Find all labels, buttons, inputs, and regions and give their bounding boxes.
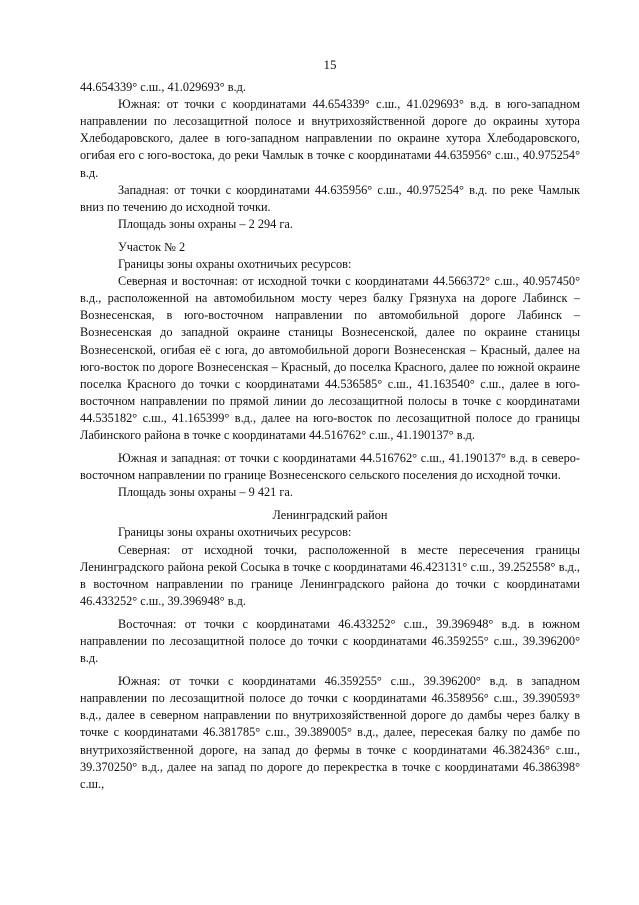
paragraph: Северная: от исходной точки, расположенной в месте пересечения границы Ленинградского района рекой Сосыка в точке с координатами 46.423131° с.ш., 39.252558° в.д., в восточном направлении по границе Ленинградского района до точки с координатами 46.433252° с.ш., 39.396948° в.д. [80,542,580,608]
page-number: 15 [323,57,337,72]
paragraph: Южная и западная: от точки с координатами 44.516762° с.ш., 41.190137° в.д. в северо-восточном направлении по границе Вознесенского сельского поселения до исходной точки. [80,451,580,483]
paragraph: 44.654339° с.ш., 41.029693° в.д. [80,80,246,95]
document-page [80,56,580,793]
paragraph: Южная: от точки с координатами 44.654339° с.ш., 41.029693° в.д. в юго-западном направлении по лесозащитной полосе и внутрихозяйственной дороге до окраины хутора Хлебодаровского, далее в юго-западном направлении по окраине хутора Хлебодаровского, огибая его с юго-востока, до реки Чамлык в точке с координатами 44.635956° с.ш., 40.975254° в.д. [80,97,580,180]
paragraph: Площадь зоны охраны – 2 294 га. [118,216,293,231]
paragraph: Границы зоны охраны охотничьих ресурсов: [118,525,352,540]
text-block-lower [80,524,580,792]
paragraph: Площадь зоны охраны – 9 421 га. [118,485,293,500]
text-block-upper [80,79,580,501]
paragraph: Границы зоны охраны охотничьих ресурсов: [118,257,352,272]
paragraph: Участок № 2 [118,239,186,254]
paragraph: Западная: от точки с координатами 44.635956° с.ш., 40.975254° в.д. по реке Чамлык вниз по течению до исходной точки. [80,182,580,214]
paragraph: Восточная: от точки с координатами 46.433252° с.ш., 39.396948° в.д. в южном направлении по лесозащитной полосе до точки с координатами 46.359255° с.ш., 39.396200° в.д. [80,616,580,666]
section-heading: Ленинградский район [272,508,388,523]
paragraph: Южная: от точки с координатами 46.359255° с.ш., 39.396200° в.д. в западном направлении по лесозащитной полосе до точки с координатами 46.358956° с.ш., 39.390593° в.д., далее в северном направлении по внутрихозяйственной дороге до дамбы через балку в точке с координатами 46.381785° с.ш., 39.389005° в.д., далее, пересекая балку по дамбе по внутрихозяйственной дороге, на запад до фермы в точке с координатами 46.382436° с.ш., 39.370250° в.д., далее на запад по дороге до перекрестка в точке с координатами 46.386398° с.ш., [80,674,580,791]
paragraph: Северная и восточная: от исходной точки с координатами 44.566372° с.ш., 40.957450° в.д., расположенной на автомобильном мосту через балку Грязнуха на дороге Лабинск – Вознесенская, в юго-восточном направлении по автомобильной дороге Лабинск – Вознесенская до западной окраине станицы Вознесенской, далее по окраине станицы Вознесенской, огибая её с юга, до автомобильной дороги Вознесенская – Красный, далее на юго-восток по дороге Вознесенская – Красный, до поселка Красного, далее по южной окраине поселка Красного до точки с координатами 44.536585° с.ш., 41.163540° с.ш., далее в юго-восточном направлении по прямой линии до лесозащитной полосы в точке с координатами 44.535182° с.ш., 41.165399° в.д., далее на юго-восток по лесозащитной полосе до границы Лабинского района в точке с координатами 44.516762° с.ш., 41.190137° в.д. [80,274,580,442]
